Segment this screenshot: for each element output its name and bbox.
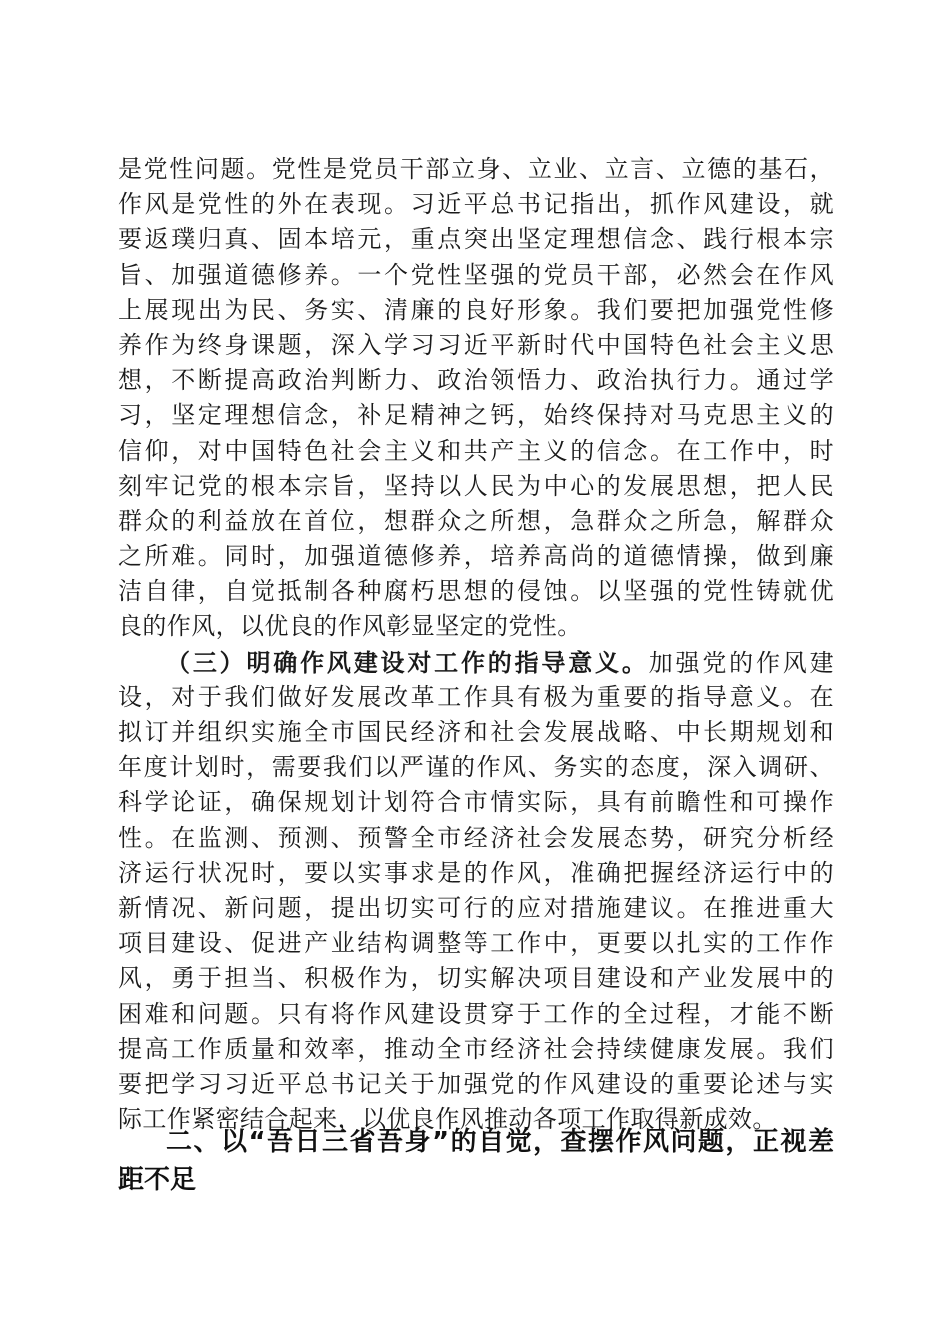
paragraph-2-line: 新情况、新问题，提出切实可行的应对措施建议。在推进重大 xyxy=(118,893,834,922)
subheading: （三）明确作风建设对工作的指导意义。 xyxy=(166,647,649,677)
section-heading-line-1: 二、以“吾日三省吾身”的自觉，查摆作风问题，正视差 xyxy=(166,1127,834,1157)
paragraph-2-first-line-text: 加强党的作风建 xyxy=(648,648,834,677)
paragraph-2-line: 济运行状况时，要以实事求是的作风，准确把握经济运行中的 xyxy=(118,858,834,887)
paragraph-1-line: 良的作风，以优良的作风彰显坚定的党性。 xyxy=(118,612,582,641)
paragraph-2-line: 科学论证，确保规划计划符合市情实际，具有前瞻性和可操作 xyxy=(118,788,834,817)
paragraph-2-line: 性。在监测、预测、预警全市经济社会发展态势，研究分析经 xyxy=(118,823,834,852)
paragraph-2-line: 拟订并组织实施全市国民经济和社会发展战略、中长期规划和 xyxy=(118,718,834,746)
paragraph-2-line: 年度计划时，需要我们以严谨的作风、务实的态度，深入调研、 xyxy=(118,753,834,782)
paragraph-1-line: 群众的利益放在首位，想群众之所想，急群众之所急，解群众 xyxy=(118,506,834,535)
paragraph-1-line: 上展现出为民、务实、清廉的良好形象。我们要把加强党性修 xyxy=(118,295,834,324)
paragraph-2 xyxy=(118,645,834,1138)
paragraph-1-line: 刻牢记党的根本宗旨，坚持以人民为中心的发展思想，把人民 xyxy=(118,471,834,500)
paragraph-2-line: 困难和问题。只有将作风建设贯穿于工作的全过程，才能不断 xyxy=(118,999,834,1028)
paragraph-1-line: 信仰，对中国特色社会主义和共产主义的信念。在工作中，时 xyxy=(118,436,834,465)
paragraph-1-line: 洁自律，自觉抵制各种腐朽思想的侵蚀。以坚强的党性铸就优 xyxy=(118,577,834,606)
paragraph-1 xyxy=(118,152,834,645)
paragraph-2-body xyxy=(118,680,834,1137)
paragraph-1-line: 旨、加强道德修养。一个党性坚强的党员干部，必然会在作风 xyxy=(118,260,834,289)
paragraph-1-line: 习，坚定理想信念，补足精神之钙，始终保持对马克思主义的 xyxy=(118,401,834,430)
paragraph-1-line: 想，不断提高政治判断力、政治领悟力、政治执行力。通过学 xyxy=(118,366,834,395)
section-heading xyxy=(118,1123,834,1199)
paragraph-1-line: 之所难。同时，加强道德修养，培养高尚的道德情操，做到廉 xyxy=(118,542,834,571)
paragraph-2-line: 要把学习习近平总书记关于加强党的作风建设的重要论述与实 xyxy=(118,1069,834,1098)
paragraph-1-line: 要返璞归真、固本培元，重点突出坚定理想信念、践行根本宗 xyxy=(118,225,834,254)
paragraph-2-line: 提高工作质量和效率，推动全市经济社会持续健康发展。我们 xyxy=(118,1034,834,1063)
paragraph-1-line: 养作为终身课题，深入学习习近平新时代中国特色社会主义思 xyxy=(118,330,834,359)
paragraph-2-line: 风，勇于担当、积极作为，切实解决项目建设和产业发展中的 xyxy=(118,964,834,993)
paragraph-2-line: 际工作紧密结合起来，以优良作风推动各项工作取得新成效。 xyxy=(118,1105,777,1134)
paragraph-2-line: 设，对于我们做好发展改革工作具有极为重要的指导意义。在 xyxy=(118,682,834,711)
paragraph-1-line: 是党性问题。党性是党员干部立身、立业、立言、立德的基石， xyxy=(118,155,834,183)
paragraph-1-line: 作风是党性的外在表现。习近平总书记指出，抓作风建设，就 xyxy=(118,190,834,219)
section-heading-line-2: 距不足 xyxy=(118,1165,197,1195)
paragraph-2-line: 项目建设、促进产业结构调整等工作中，更要以扎实的工作作 xyxy=(118,929,834,958)
paragraph-2-first-line xyxy=(118,645,834,680)
body-text xyxy=(118,152,834,1137)
